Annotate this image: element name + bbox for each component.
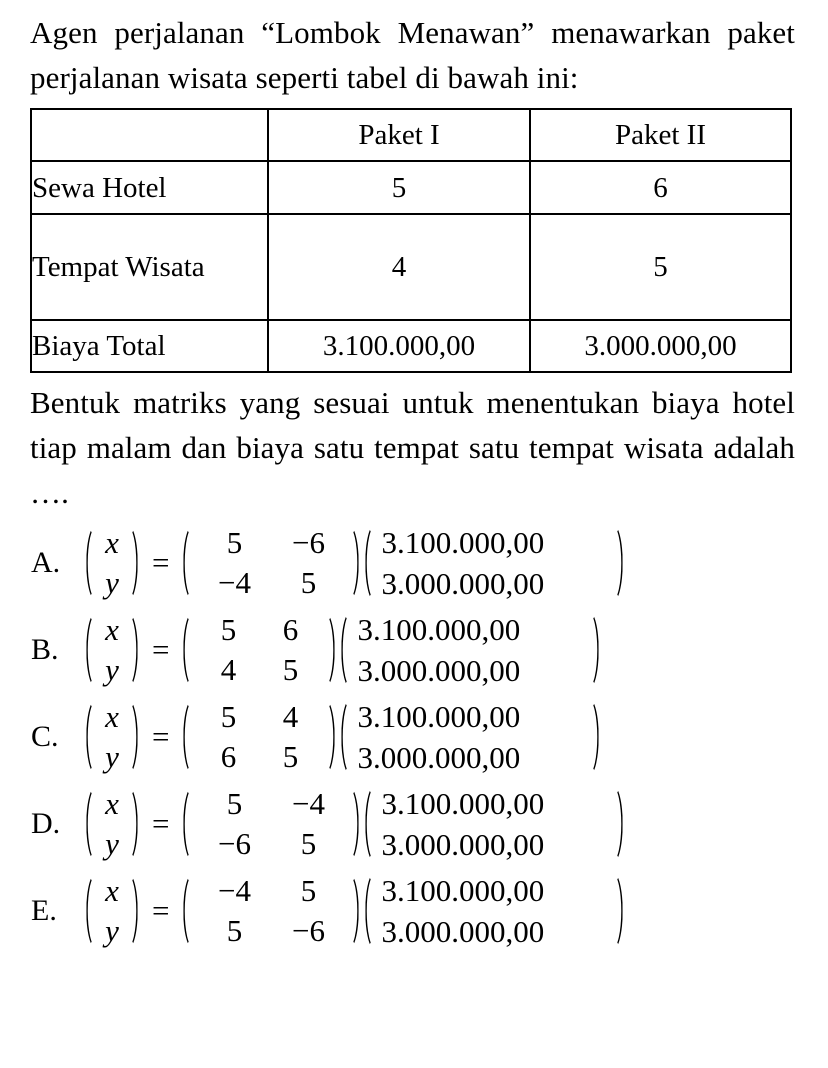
matrix-cell-a11: 5 bbox=[220, 611, 237, 647]
var-x: x bbox=[105, 611, 119, 647]
paren-right-icon bbox=[611, 783, 626, 865]
row-label-biaya-total: Biaya Total bbox=[31, 320, 268, 372]
matrix-cell-a11: 5 bbox=[226, 785, 243, 821]
var-y: y bbox=[105, 738, 119, 774]
paren-left-icon bbox=[180, 523, 195, 603]
coefficient-matrix bbox=[180, 871, 362, 951]
intro-paragraph: Agen perjalanan “Lombok Menawan” menawarkan paket perjalanan wisata seperti tabel di bawah ini: bbox=[30, 15, 795, 95]
constant-top: 3.100.000,00 bbox=[357, 611, 521, 647]
package-table bbox=[30, 108, 792, 373]
option-e[interactable] bbox=[30, 867, 795, 954]
equals-sign: = bbox=[152, 806, 170, 841]
matrix-cell-a22: 5 bbox=[300, 564, 317, 600]
paren-right-icon bbox=[587, 696, 602, 778]
paren-right-icon bbox=[126, 610, 141, 690]
option-c-label: C. bbox=[31, 719, 59, 753]
option-c[interactable] bbox=[30, 693, 795, 780]
equals-sign: = bbox=[152, 893, 170, 928]
var-y: y bbox=[105, 912, 119, 948]
var-x: x bbox=[105, 872, 119, 908]
paren-left-icon bbox=[180, 610, 195, 690]
matrix-cell-a12: −6 bbox=[291, 524, 325, 560]
option-a[interactable] bbox=[30, 519, 795, 606]
cell-sewa-hotel-paket-2: 6 bbox=[530, 161, 791, 214]
question-paragraph: Bentuk matriks yang sesuai untuk menentukan biaya hotel tiap malam dan biaya satu tempat satu tempat wisata adalah …. bbox=[30, 385, 795, 510]
option-b-equation bbox=[83, 609, 602, 691]
matrix-cell-a22: 5 bbox=[300, 825, 317, 861]
coefficient-matrix bbox=[180, 697, 338, 777]
paren-right-icon bbox=[126, 697, 141, 777]
table-row bbox=[31, 161, 791, 214]
matrix-cell-a12: 4 bbox=[282, 698, 299, 734]
coefficient-matrix bbox=[180, 610, 338, 690]
option-b[interactable] bbox=[30, 606, 795, 693]
matrix-cell-a21: −6 bbox=[217, 825, 251, 861]
paren-right-icon bbox=[323, 610, 338, 690]
paren-left-icon bbox=[83, 697, 98, 777]
paren-right-icon bbox=[347, 871, 362, 951]
paren-right-icon bbox=[126, 871, 141, 951]
constant-vector bbox=[338, 609, 602, 691]
cell-tempat-wisata-paket-1: 4 bbox=[268, 214, 530, 320]
matrix-cell-a12: −4 bbox=[291, 785, 325, 821]
matrix-cell-a11: 5 bbox=[226, 524, 243, 560]
paren-left-icon bbox=[362, 783, 377, 865]
matrix-cell-a21: −4 bbox=[217, 564, 251, 600]
option-a-equation bbox=[83, 522, 626, 604]
option-a-label: A. bbox=[31, 545, 61, 579]
var-x: x bbox=[105, 698, 119, 734]
constant-top: 3.100.000,00 bbox=[381, 785, 545, 821]
var-y: y bbox=[105, 564, 119, 600]
constant-vector bbox=[362, 783, 626, 865]
paren-left-icon bbox=[180, 697, 195, 777]
coefficient-matrix bbox=[180, 784, 362, 864]
paren-left-icon bbox=[362, 522, 377, 604]
paren-right-icon bbox=[347, 784, 362, 864]
paren-left-icon bbox=[180, 784, 195, 864]
cell-biaya-total-paket-2: 3.000.000,00 bbox=[530, 320, 791, 372]
cell-tempat-wisata-paket-2: 5 bbox=[530, 214, 791, 320]
paren-left-icon bbox=[83, 784, 98, 864]
row-label-tempat-wisata: Tempat Wisata bbox=[31, 214, 268, 320]
paren-left-icon bbox=[83, 610, 98, 690]
answer-options-list bbox=[30, 519, 795, 954]
equals-sign: = bbox=[152, 719, 170, 754]
constant-bottom: 3.000.000,00 bbox=[381, 565, 545, 601]
paren-left-icon bbox=[180, 871, 195, 951]
paren-left-icon bbox=[83, 523, 98, 603]
header-cell-paket-1: Paket I bbox=[268, 109, 530, 161]
paren-left-icon bbox=[338, 696, 353, 778]
matrix-cell-a22: 5 bbox=[282, 651, 299, 687]
matrix-cell-a21: 6 bbox=[220, 738, 237, 774]
constant-bottom: 3.000.000,00 bbox=[381, 913, 545, 949]
paren-right-icon bbox=[611, 870, 626, 952]
matrix-cell-a22: 5 bbox=[282, 738, 299, 774]
variable-vector bbox=[83, 784, 141, 864]
paren-right-icon bbox=[126, 523, 141, 603]
matrix-cell-a12: 5 bbox=[300, 872, 317, 908]
constant-bottom: 3.000.000,00 bbox=[357, 739, 521, 775]
equals-sign: = bbox=[152, 545, 170, 580]
header-cell-blank bbox=[31, 109, 268, 161]
coefficient-matrix bbox=[180, 523, 362, 603]
option-e-equation bbox=[83, 870, 626, 952]
option-b-label: B. bbox=[31, 632, 59, 666]
paren-right-icon bbox=[126, 784, 141, 864]
var-y: y bbox=[105, 651, 119, 687]
variable-vector bbox=[83, 523, 141, 603]
matrix-cell-a22: −6 bbox=[291, 912, 325, 948]
var-y: y bbox=[105, 825, 119, 861]
cell-sewa-hotel-paket-1: 5 bbox=[268, 161, 530, 214]
var-x: x bbox=[105, 524, 119, 560]
row-label-sewa-hotel: Sewa Hotel bbox=[31, 161, 268, 214]
table-row bbox=[31, 214, 791, 320]
paren-left-icon bbox=[338, 609, 353, 691]
constant-bottom: 3.000.000,00 bbox=[357, 652, 521, 688]
matrix-cell-a12: 6 bbox=[282, 611, 299, 647]
constant-vector bbox=[338, 696, 602, 778]
option-d-label: D. bbox=[31, 806, 61, 840]
matrix-cell-a11: 5 bbox=[220, 698, 237, 734]
matrix-cell-a21: 4 bbox=[220, 651, 237, 687]
paren-right-icon bbox=[323, 697, 338, 777]
paren-left-icon bbox=[362, 870, 377, 952]
constant-vector bbox=[362, 870, 626, 952]
variable-vector bbox=[83, 697, 141, 777]
paren-right-icon bbox=[347, 523, 362, 603]
paren-right-icon bbox=[611, 522, 626, 604]
variable-vector bbox=[83, 871, 141, 951]
constant-top: 3.100.000,00 bbox=[381, 524, 545, 560]
matrix-cell-a21: 5 bbox=[226, 912, 243, 948]
constant-vector bbox=[362, 522, 626, 604]
option-c-equation bbox=[83, 696, 602, 778]
table-row bbox=[31, 320, 791, 372]
option-e-label: E. bbox=[31, 893, 57, 927]
paren-left-icon bbox=[83, 871, 98, 951]
constant-bottom: 3.000.000,00 bbox=[381, 826, 545, 862]
var-x: x bbox=[105, 785, 119, 821]
option-d[interactable] bbox=[30, 780, 795, 867]
package-table-wrapper bbox=[30, 108, 795, 373]
matrix-cell-a11: −4 bbox=[217, 872, 251, 908]
header-cell-paket-2: Paket II bbox=[530, 109, 791, 161]
table-header-row bbox=[31, 109, 791, 161]
paren-right-icon bbox=[587, 609, 602, 691]
equals-sign: = bbox=[152, 632, 170, 667]
constant-top: 3.100.000,00 bbox=[357, 698, 521, 734]
variable-vector bbox=[83, 610, 141, 690]
option-d-equation bbox=[83, 783, 626, 865]
cell-biaya-total-paket-1: 3.100.000,00 bbox=[268, 320, 530, 372]
constant-top: 3.100.000,00 bbox=[381, 872, 545, 908]
